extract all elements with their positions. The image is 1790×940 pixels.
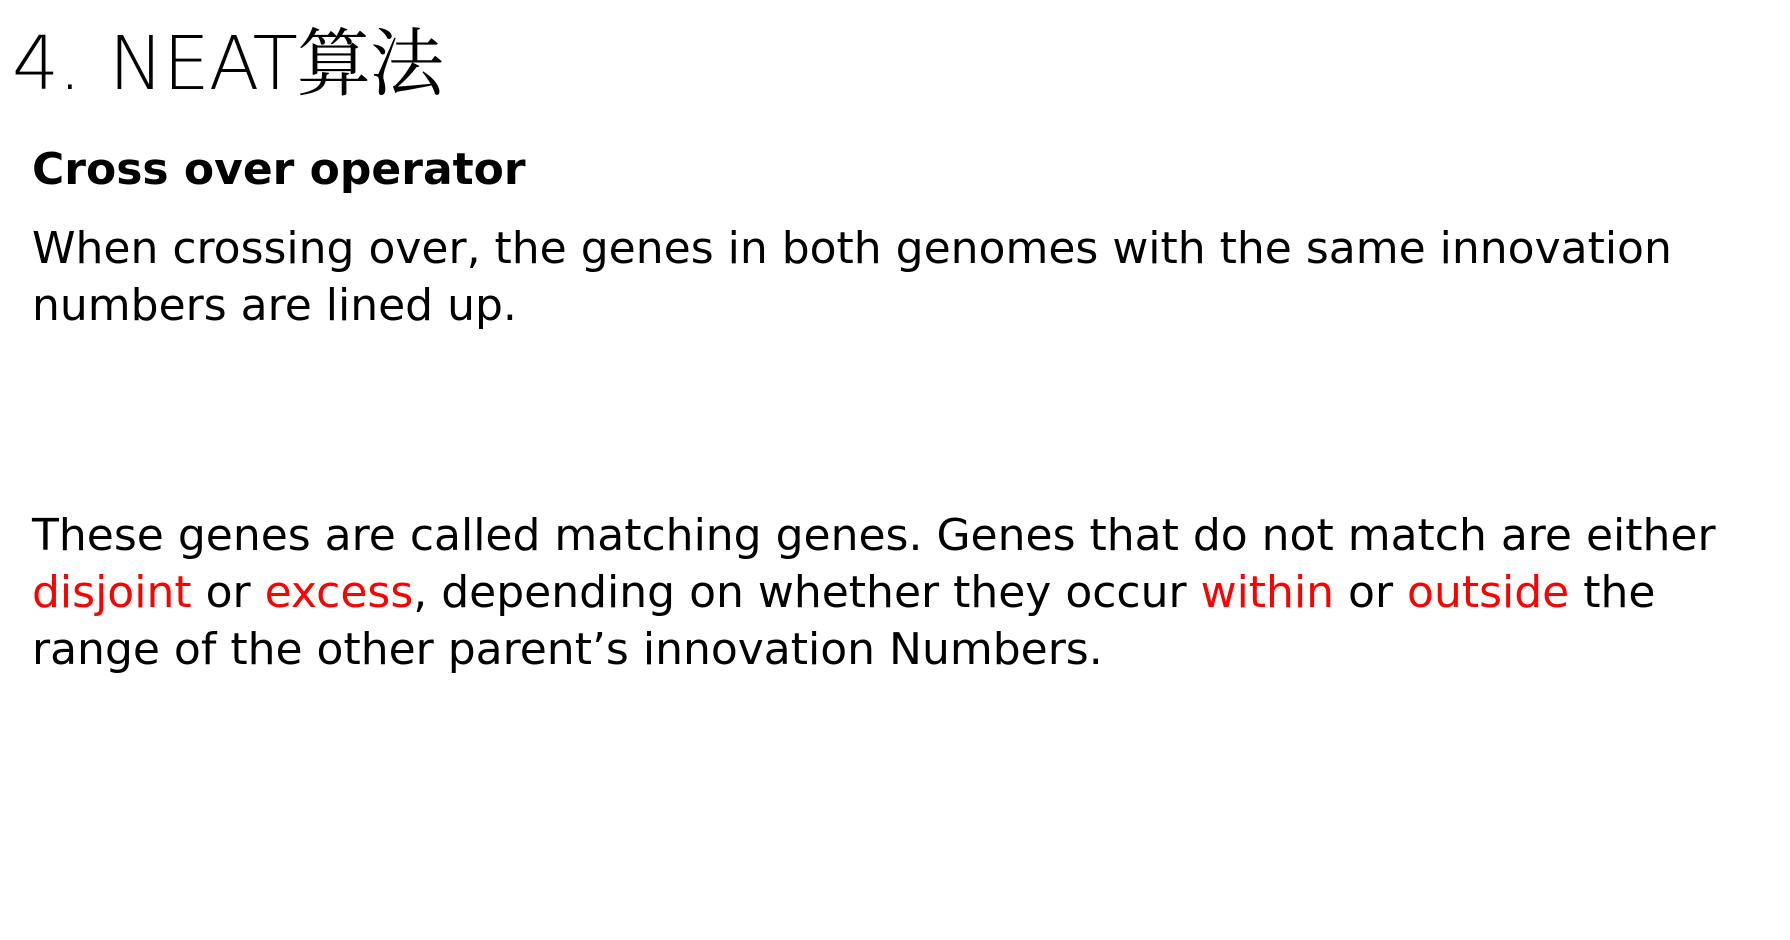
title-number: 4. [12, 21, 81, 107]
text-the: the [1569, 567, 1656, 618]
term-excess: excess [264, 567, 414, 618]
text-depending: , depending on whether they occur [413, 567, 1201, 618]
paragraph2-line3: range of the other parent’s innovation Numbers. [32, 624, 1103, 675]
slide-title [12, 21, 443, 107]
paragraph-lined-up [32, 220, 1772, 334]
section-subtitle: Cross over operator [32, 144, 526, 195]
title-text: NEAT算法 [108, 21, 443, 107]
term-disjoint: disjoint [32, 567, 192, 618]
text-or-1: or [191, 567, 265, 618]
text-or-2: or [1334, 567, 1408, 618]
term-within: within [1200, 567, 1335, 618]
paragraph1-line1: When crossing over, the genes in both genomes with the same innovation [32, 223, 1672, 274]
paragraph-matching-genes [32, 507, 1772, 678]
term-outside: outside [1407, 567, 1570, 618]
paragraph2-line2 [32, 564, 1772, 621]
paragraph1-line2: numbers are lined up. [32, 280, 517, 331]
paragraph2-line1: These genes are called matching genes. Genes that do not match are either [32, 510, 1716, 561]
